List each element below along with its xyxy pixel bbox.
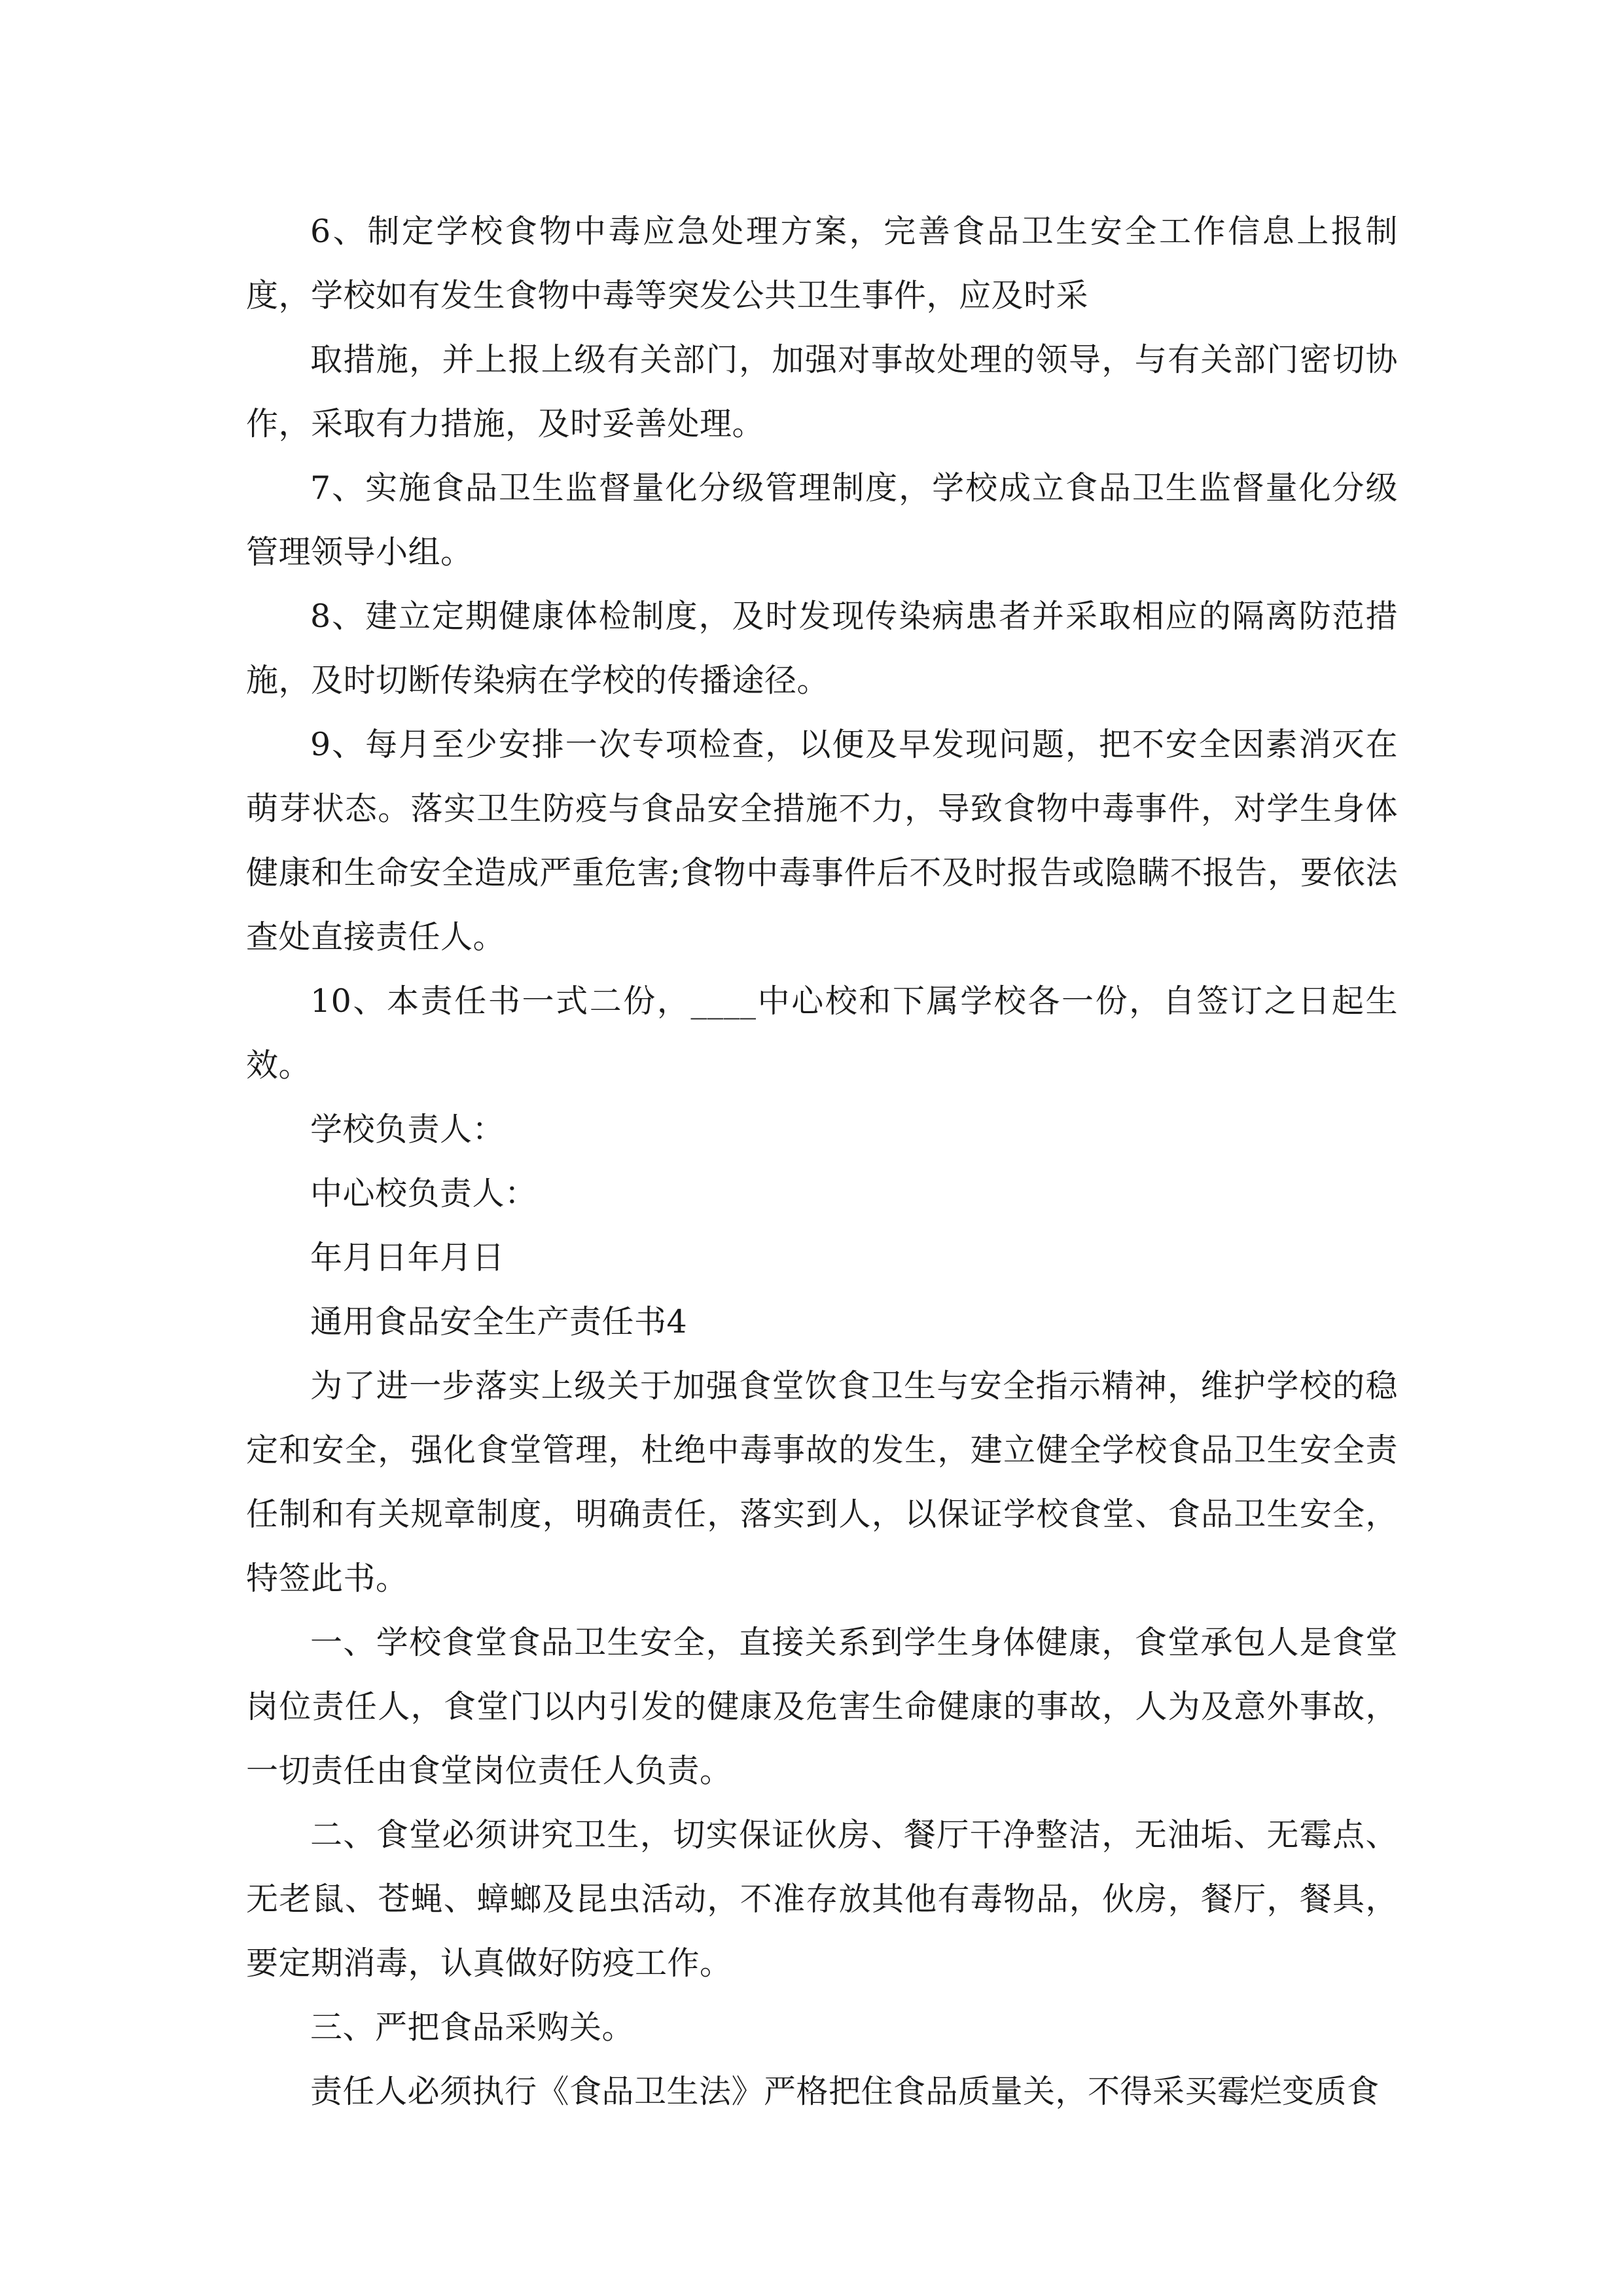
document-body [246, 200, 1398, 2124]
clause-three: 三、严把食品采购关。 [310, 2009, 635, 2046]
paragraph-7: 7、实施食品卫生监督量化分级管理制度，学校成立食品卫生监督量化分级管理领导小组。 [246, 469, 1398, 571]
paragraph-8: 8、建立定期健康体检制度，及时发现传染病患者并采取相应的隔离防范措施，及时切断传染病在学校的传播途径。 [246, 598, 1398, 699]
signature-date-line: 年月日年月日 [310, 1239, 505, 1276]
paragraph-6-continued: 取措施，并上报上级有关部门，加强对事故处理的领导，与有关部门密切协作，采取有力措施，及时妥善处理。 [246, 341, 1398, 442]
clause-three-body: 责任人必须执行《食品卫生法》严格把住食品质量关，不得采买霉烂变质食 [310, 2073, 1380, 2110]
paragraph-6: 6、制定学校食物中毒应急处理方案，完善食品卫生安全工作信息上报制度，学校如有发生食物中毒等突发公共卫生事件，应及时采 [246, 213, 1398, 314]
clause-two: 二、食堂必须讲究卫生，切实保证伙房、餐厅干净整洁，无油垢、无霉点、无老鼠、苍蝇、蟑螂及昆虫活动，不准存放其他有毒物品，伙房，餐厅，餐具，要定期消毒，认真做好防疫工作。 [246, 1816, 1398, 1982]
clause-one: 一、学校食堂食品卫生安全，直接关系到学生身体健康，食堂承包人是食堂岗位责任人，食堂门以内引发的健康及危害生命健康的事故，人为及意外事故，一切责任由食堂岗位责任人负责。 [246, 1624, 1398, 1789]
school-responsible-person: 学校负责人： [310, 1111, 505, 1148]
paragraph-9: 9、每月至少安排一次专项检查，以便及早发现问题，把不安全因素消灭在萌芽状态。落实卫生防疫与食品安全措施不力，导致食物中毒事件，对学生身体健康和生命安全造成严重危害;食物中毒事件后不及时报告或隐瞒不报告，要依法查处直接责任人。 [246, 726, 1398, 956]
intro-paragraph: 为了进一步落实上级关于加强食堂饮食卫生与安全指示精神，维护学校的稳定和安全，强化食堂管理，杜绝中毒事故的发生，建立健全学校食品卫生安全责任制和有关规章制度，明确责任，落实到人，以保证学校食堂、食品卫生安全，特签此书。 [246, 1367, 1398, 1597]
section-title: 通用食品安全生产责任书4 [310, 1303, 688, 1340]
paragraph-10: 10、本责任书一式二份，____中心校和下属学校各一份，自签订之日起生效。 [246, 982, 1398, 1084]
center-school-responsible-person: 中心校负责人： [310, 1175, 537, 1212]
